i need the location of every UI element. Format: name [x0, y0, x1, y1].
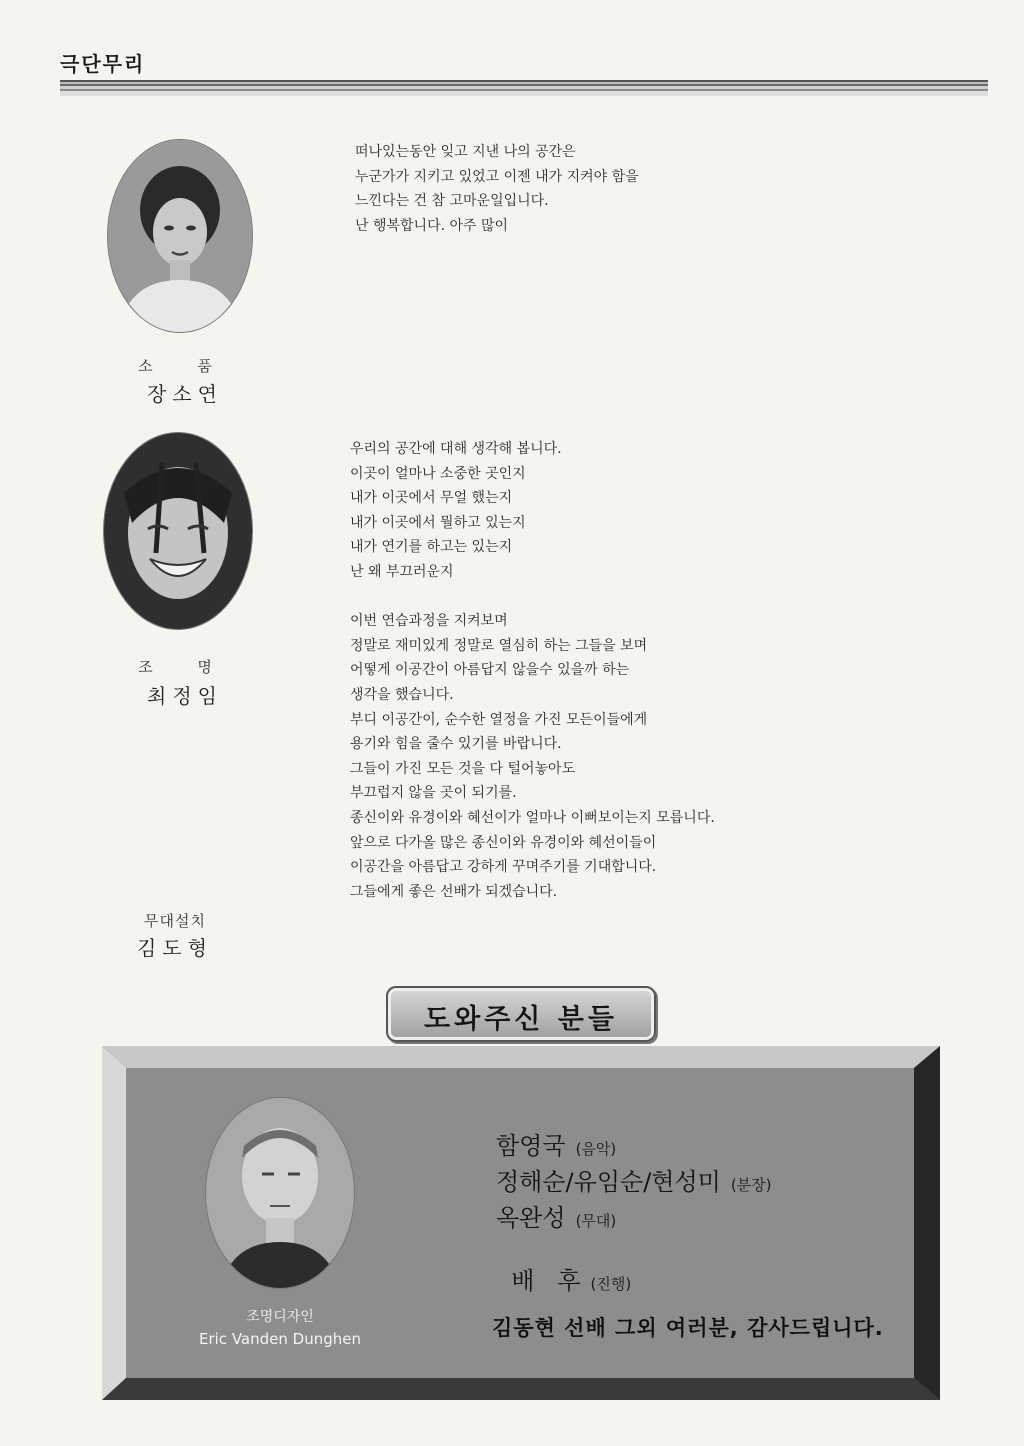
message-line: 용기와 힘을 줄수 있기를 바랍니다. — [350, 736, 562, 753]
thanks-banner-title: 도와주신 분들 — [424, 1004, 618, 1035]
message-line: 내가 이곳에서 무얼 했는지 — [350, 490, 513, 507]
message-line: 난 왜 부끄러운지 — [350, 563, 454, 580]
message-line: 우리의 공간에 대해 생각해 봅니다. — [350, 441, 562, 457]
thanks-banner — [386, 986, 656, 1042]
credit-part: (음악) — [575, 1140, 617, 1158]
portrait-photo-designer — [206, 1098, 354, 1288]
section-title: 극단무리 — [60, 52, 146, 76]
message-line: 내가 연기를 하고는 있는지 — [350, 539, 513, 556]
member-1-message — [355, 140, 975, 238]
credit-line — [496, 1198, 616, 1233]
message-line: 그들이 가진 모든 것을 다 털어놓아도 — [350, 760, 576, 777]
credit-name: 옥완성 — [496, 1204, 566, 1232]
message-line: 이공간을 아름답고 강하게 꾸며주기를 기대합니다. — [350, 859, 657, 876]
paragraph-gap — [350, 585, 990, 610]
message-line: 난 행복합니다. 아주 많이 — [355, 217, 509, 234]
portrait-photo-1 — [108, 140, 252, 332]
message-line: 이곳이 얼마나 소중한 곳인지 — [350, 465, 526, 482]
credit-name: 배 후 — [511, 1267, 581, 1295]
message-line: 부끄럽지 않을 곳이 되기를. — [350, 785, 517, 802]
portrait-photo-2 — [104, 433, 252, 629]
member-2-name: 최정임 — [147, 684, 223, 708]
message-line: 누군가가 지키고 있었고 이젠 내가 지켜야 함을 — [355, 168, 639, 185]
credit-name: 정해순/유임순/현성미 — [496, 1168, 721, 1196]
message-line: 종신이와 유경이와 혜선이가 얼마나 이뻐보이는지 모릅니다. — [350, 809, 715, 826]
member-3-name: 김도형 — [137, 936, 213, 960]
member-1-role: 소 품 — [138, 357, 232, 375]
message-line: 정말로 재미있게 정말로 열심히 하는 그들을 보며 — [350, 637, 648, 654]
header-divider — [60, 80, 988, 96]
credit-part: (무대) — [575, 1212, 617, 1230]
member-1-name: 장소연 — [147, 382, 223, 406]
message-line: 내가 이곳에서 뭘하고 있는지 — [350, 514, 526, 531]
message-line: 어떻게 이공간이 아름답지 않을수 있을까 하는 — [350, 662, 630, 679]
credit-part: (진행) — [590, 1275, 632, 1293]
credit-line — [496, 1233, 631, 1296]
credit-name: 함영국 — [496, 1132, 566, 1160]
credit-line — [496, 1126, 616, 1161]
designer-role: 조명디자인 — [246, 1309, 314, 1325]
message-line: 부디 이공간이, 순수한 열정을 가진 모든이들에게 — [350, 711, 648, 728]
credit-line — [496, 1162, 772, 1197]
member-3-role: 무대설치 — [144, 912, 206, 930]
message-line: 앞으로 다가올 많은 종신이와 유경이와 혜선이들이 — [350, 834, 657, 851]
message-line: 생각을 했습니다. — [350, 686, 454, 703]
closing-thanks: 김동현 선배 그외 여러분, 감사드립니다. — [492, 1316, 884, 1340]
credit-part: (분장) — [730, 1176, 772, 1194]
message-line: 그들에게 좋은 선배가 되겠습니다. — [350, 883, 558, 900]
designer-name: Eric Vanden Dunghen — [199, 1330, 361, 1348]
message-line: 이번 연습과정을 지켜보며 — [350, 613, 508, 630]
member-2-message — [350, 437, 990, 904]
message-line: 떠나있는동안 잊고 지낸 나의 공간은 — [355, 144, 576, 160]
message-line: 느낀다는 건 참 고마운일입니다. — [355, 193, 549, 210]
member-2-role: 조 명 — [138, 658, 232, 676]
